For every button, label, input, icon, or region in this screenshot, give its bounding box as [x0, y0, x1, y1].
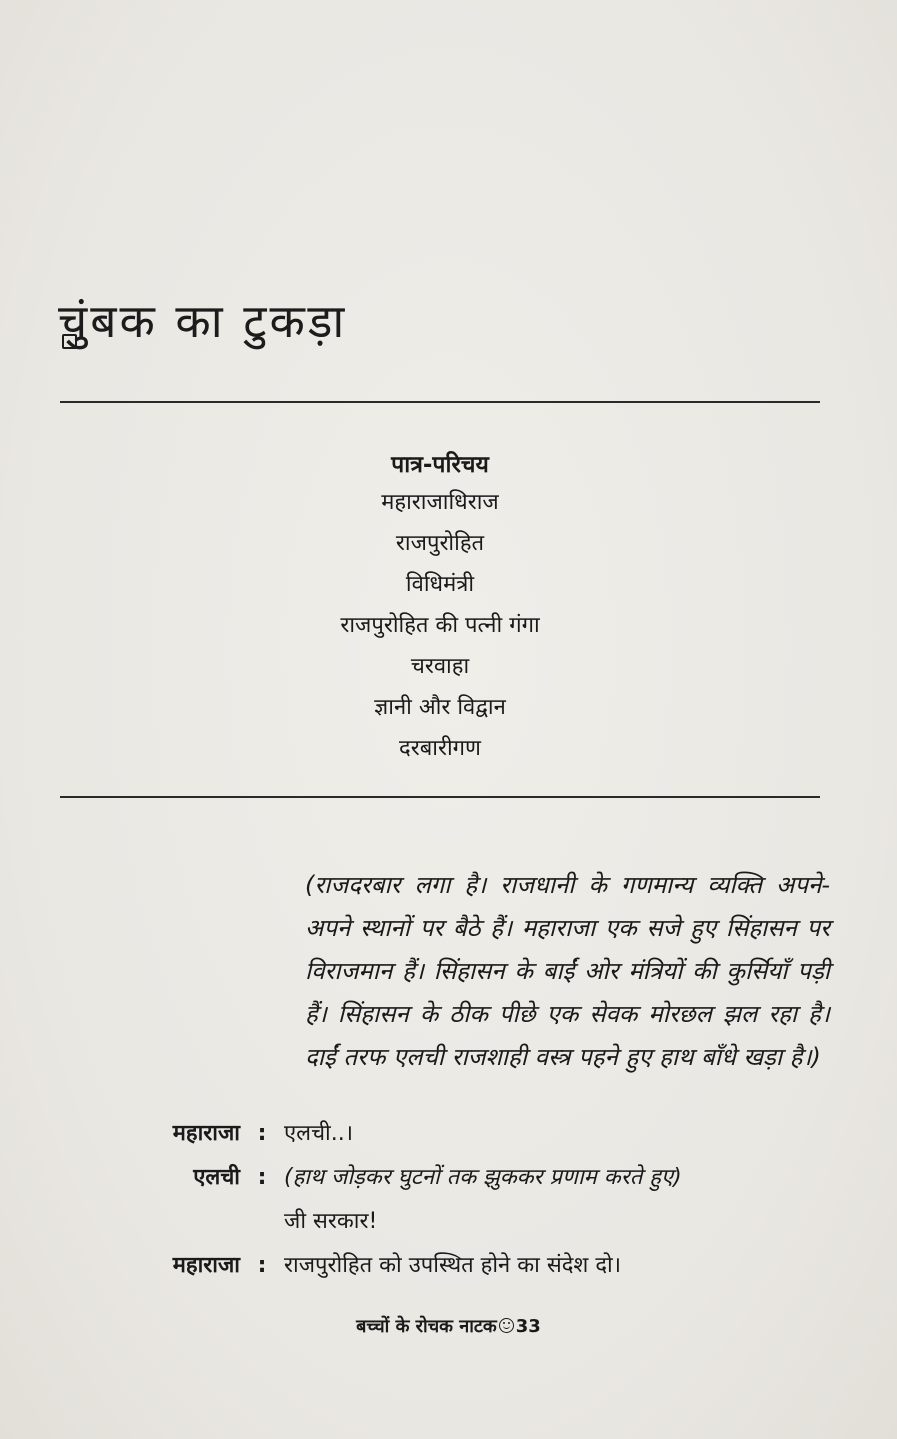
speaker-colon: : — [257, 1121, 267, 1146]
play-title: चुंबक का टुकड़ा — [58, 293, 348, 348]
speaker-name: एलची — [193, 1165, 240, 1190]
cast-member: महाराजाधिराज — [381, 490, 499, 515]
top-divider — [60, 401, 820, 403]
cast-member: ज्ञानी और विद्वान — [374, 695, 506, 720]
speaker-name: महाराजा — [172, 1253, 240, 1278]
cast-member: राजपुरोहित — [395, 531, 485, 556]
speech-line: जी सरकार! — [284, 1209, 378, 1234]
cast-member: राजपुरोहित की पत्नी गंगा — [340, 613, 540, 638]
speech-line: राजपुरोहित को उपस्थित होने का संदेश दो। — [284, 1253, 622, 1278]
speaker-colon: : — [257, 1253, 267, 1278]
smiley-icon — [499, 1318, 514, 1333]
cast-member: चरवाहा — [410, 654, 470, 679]
bottom-divider — [60, 796, 820, 798]
page-number: 33 — [515, 1316, 541, 1337]
speech-text — [284, 1112, 814, 1156]
speech-direction: (हाथ जोड़कर घुटनों तक झुककर प्रणाम करते हुए) — [284, 1165, 682, 1190]
speaker-name: महाराजा — [172, 1121, 240, 1146]
dialogue-line — [0, 1244, 897, 1288]
dialogue-section — [0, 1112, 897, 1288]
speaker-colon: : — [257, 1165, 267, 1190]
cast-heading: पात्र-परिचय — [391, 452, 489, 478]
cast-section — [240, 448, 640, 769]
cast-member: दरबारीगण — [399, 736, 481, 761]
dialogue-line — [0, 1112, 897, 1156]
cast-list — [240, 482, 640, 769]
stage-direction: (राजदरबार लगा है। राजधानी के गणमान्य व्यक्ति अपने-अपने स्थानों पर बैठे हैं। महाराजा एक सजे हुए सिंहासन पर विराजमान हैं। सिंहासन के बाईं ओर मंत्रियों की कुर्सियाँ पड़ी हैं। सिंहासन के ठीक पीछे एक सेवक मोरछल झल रहा है। दाईं तरफ एलची राजशाही वस्त्र पहने हुए हाथ बाँधे खड़ा है।) — [305, 871, 830, 1071]
speech-line: एलची..। — [284, 1121, 354, 1146]
square-bullet-icon — [62, 334, 77, 349]
speech-text — [284, 1156, 814, 1244]
dialogue-line — [0, 1156, 897, 1244]
page-footer — [0, 1314, 897, 1338]
cast-member: विधिमंत्री — [405, 572, 475, 597]
speech-text — [284, 1244, 814, 1288]
book-title: बच्चों के रोचक नाटक — [356, 1316, 497, 1337]
